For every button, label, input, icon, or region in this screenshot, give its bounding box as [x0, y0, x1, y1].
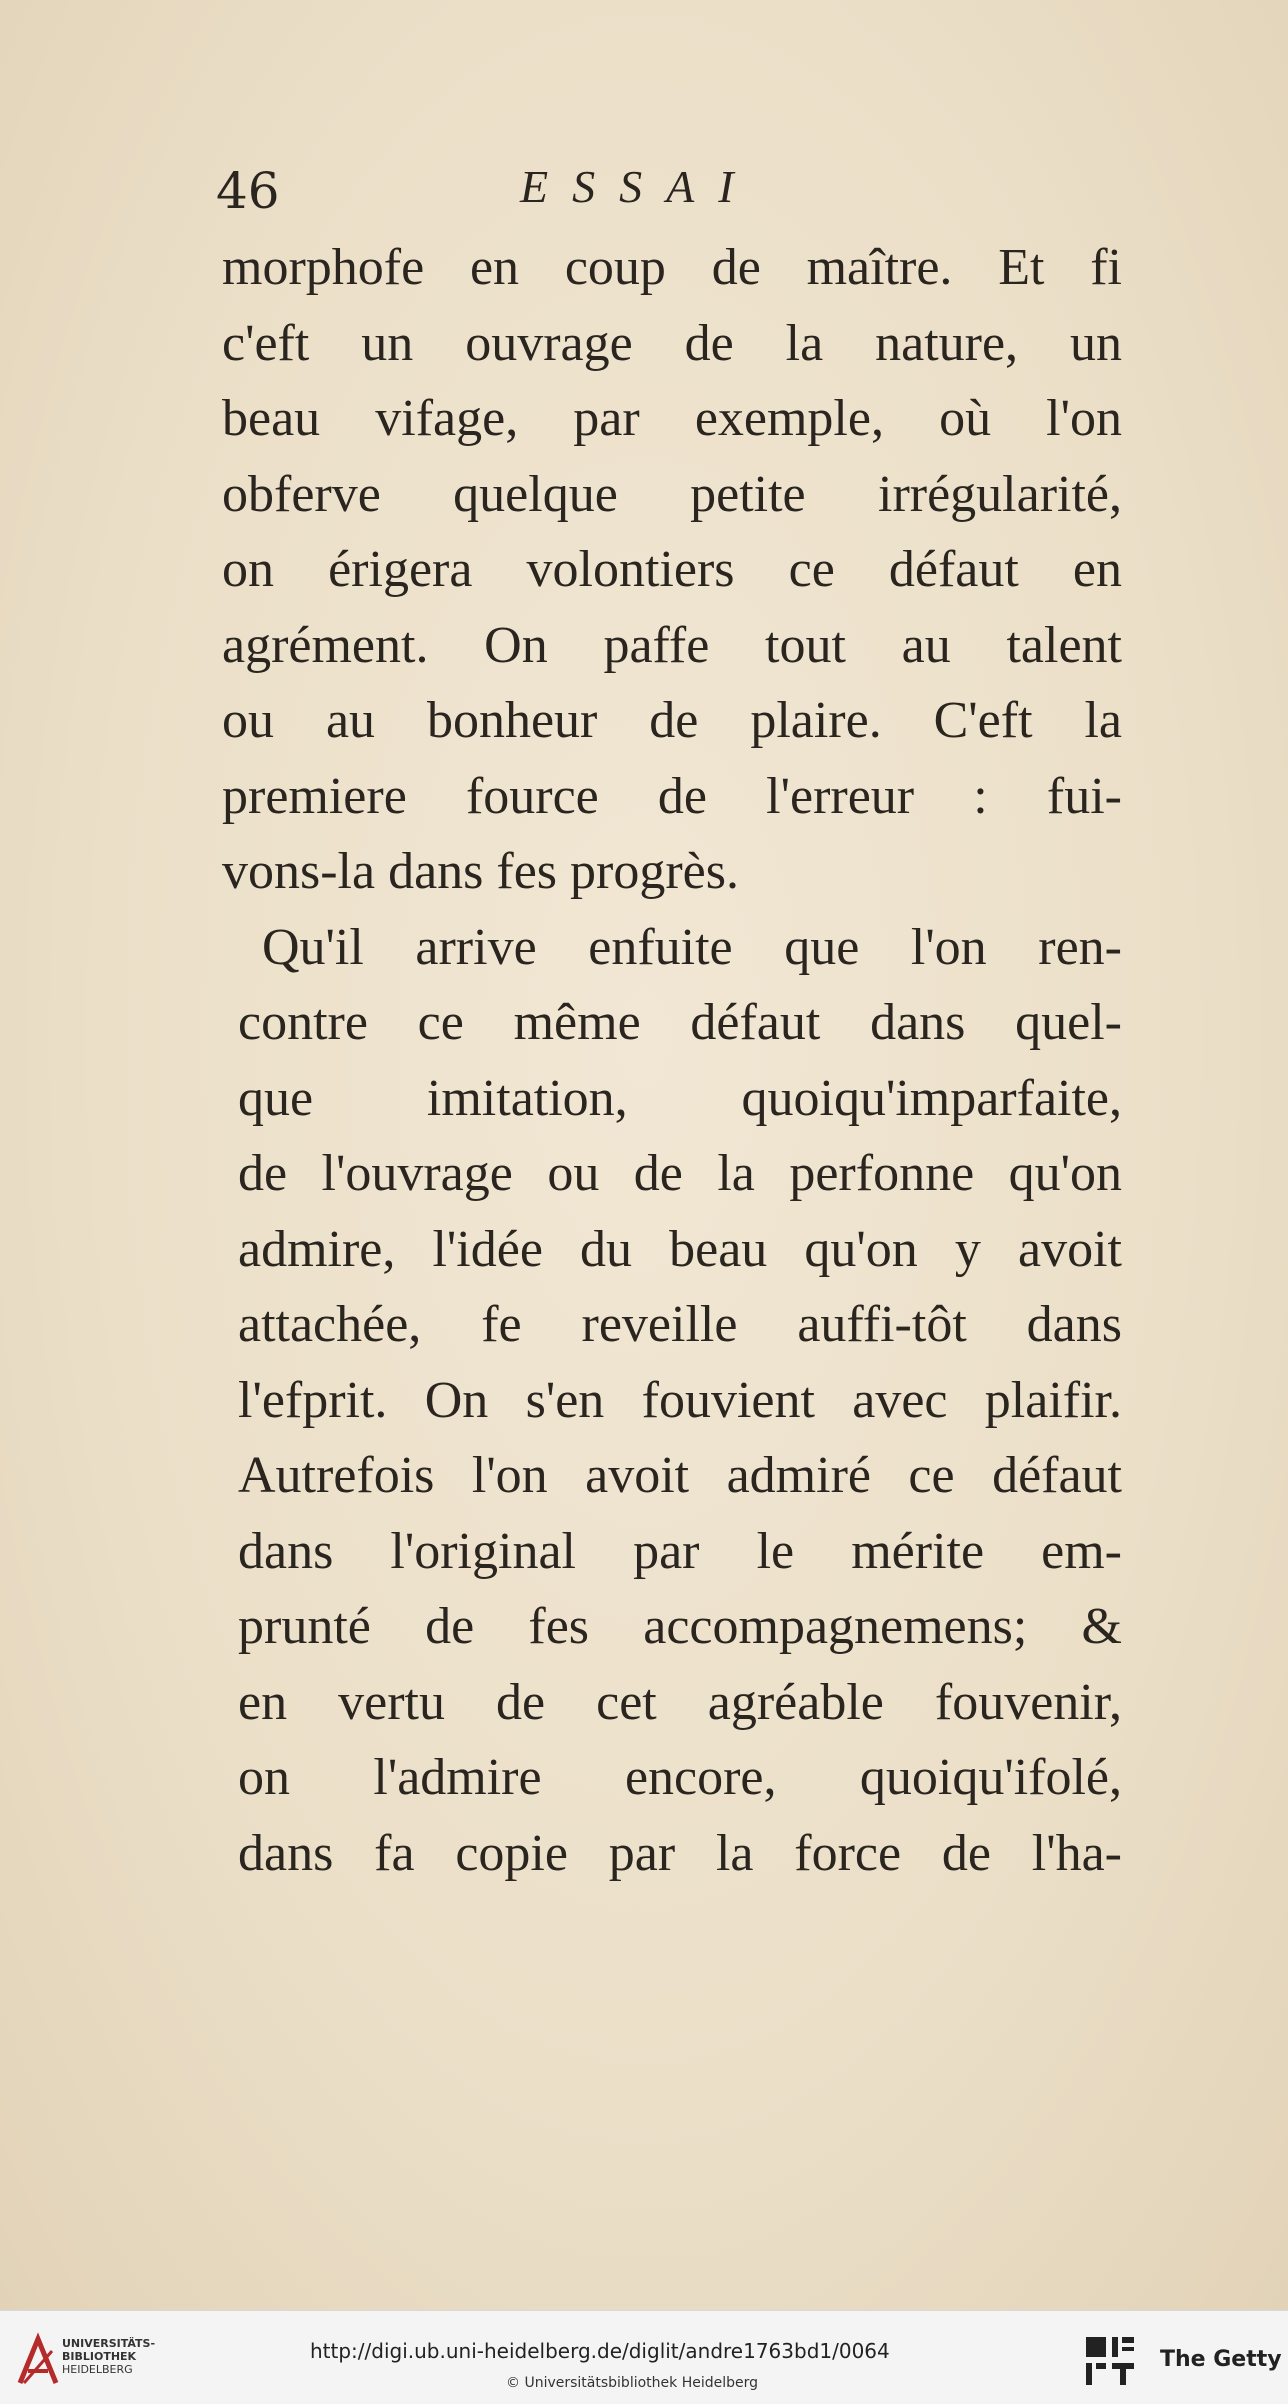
- text-line: morphofe en coup de maître. Et fi: [222, 239, 1122, 296]
- library-name: [62, 2337, 155, 2376]
- text-line: Autrefois l'on avoit admiré ce défaut: [238, 1447, 1122, 1504]
- running-title: ESSAI: [520, 161, 758, 212]
- library-name-line: BIBLIOTHEK: [62, 2350, 137, 2363]
- text-line: beau vifage, par exemple, où l'on: [222, 390, 1122, 447]
- text-line: que imitation, quoiqu'imparfaite,: [238, 1069, 1122, 1127]
- partner-name: The Getty: [1160, 2347, 1282, 2372]
- text-line: agrément. On paffe tout au talent: [222, 616, 1122, 674]
- library-name-line: UNIVERSITÄTS-: [62, 2337, 156, 2350]
- page-header: [0, 150, 1288, 220]
- text-line: dans fa copie par la force de l'ha-: [238, 1824, 1122, 1882]
- text-line: de l'ouvrage ou de la perfonne qu'on: [238, 1145, 1122, 1202]
- text-line: obferve quelque petite irrégularité,: [222, 465, 1122, 523]
- library-name-line: HEIDELBERG: [62, 2363, 133, 2376]
- text-line: dans l'original par le mérite em-: [238, 1522, 1122, 1580]
- text-line: contre ce même défaut dans quel-: [238, 994, 1122, 1051]
- university-library-logo-icon: [14, 2331, 62, 2391]
- text-line: l'efprit. On s'en fouvient avec plaifir.: [238, 1371, 1122, 1429]
- text-line: c'eft un ouvrage de la nature, un: [222, 314, 1122, 372]
- text-line: Qu'il arrive enfuite que l'on ren-: [262, 918, 1122, 976]
- text-line: en vertu de cet agréable fouvenir,: [238, 1673, 1122, 1731]
- page-number: 46: [216, 162, 280, 220]
- text-line: ou au bonheur de plaire. C'eft la: [222, 692, 1122, 749]
- body-text: [222, 230, 1122, 1891]
- getty-logo-icon: [1082, 2331, 1138, 2391]
- text-line: on érigera volontiers ce défaut en: [222, 541, 1122, 598]
- text-line: prunté de fes accompagnemens; &: [238, 1598, 1122, 1655]
- text-line: attachée, fe reveille auffi-tôt dans: [238, 1296, 1122, 1353]
- copyright-notice: © Universitätsbibliothek Heidelberg: [506, 2375, 759, 2391]
- text-line: admire, l'idée du beau qu'on y avoit: [238, 1220, 1122, 1278]
- text-line: premiere fource de l'erreur : fui-: [222, 767, 1122, 825]
- viewer-footer: [0, 2310, 1288, 2404]
- text-line: on l'admire encore, quoiqu'ifolé,: [238, 1749, 1122, 1806]
- text-line: vons-la dans fes progrès.: [222, 843, 739, 900]
- permalink-url[interactable]: http://digi.ub.uni-heidelberg.de/diglit/andre1763bd1/0064: [310, 2339, 890, 2363]
